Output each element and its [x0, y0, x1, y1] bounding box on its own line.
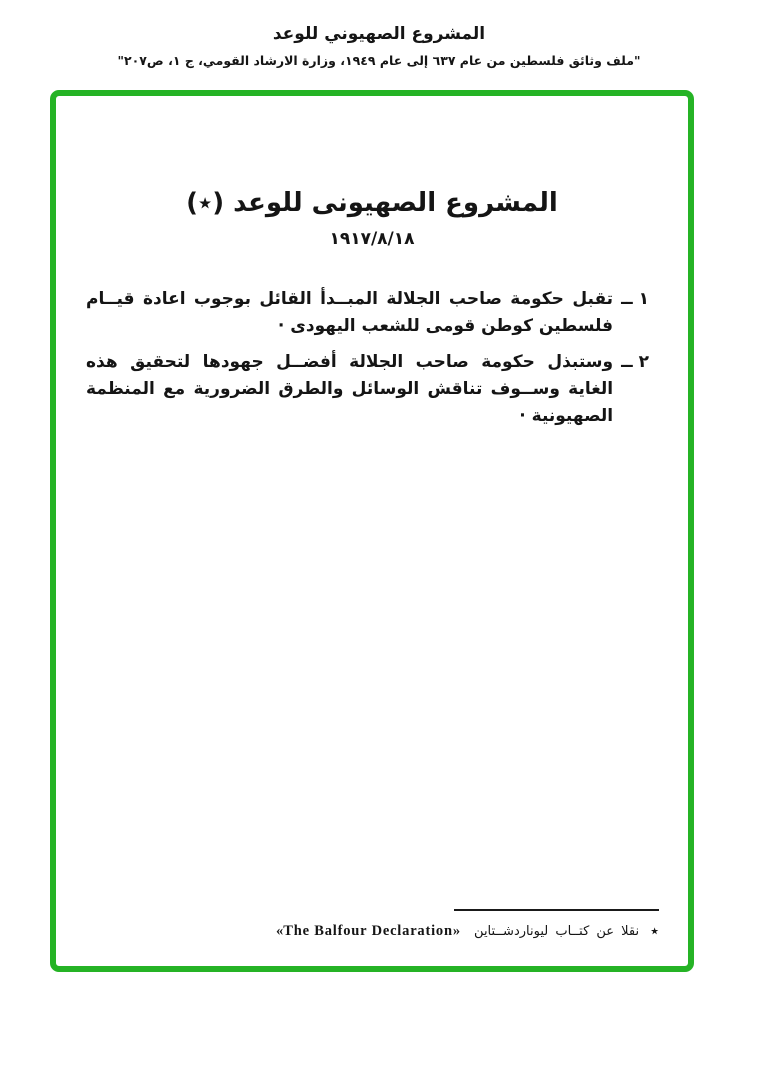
paragraph-1 — [86, 286, 649, 340]
footnote-english-text: «The Balfour Declaration» — [276, 923, 461, 939]
document-frame — [50, 90, 694, 972]
paragraph-2-text: وستبذل حكومة صاحب الجلالة أفضــل جهودها لتحقيق هذه الغاية وســوف تناقش الوسائل والطرق الضرورية مع المنظمة الصهيونية · — [86, 352, 614, 426]
document-title: المشروع الصهيونى للوعد (٭) — [186, 188, 558, 218]
page-header — [0, 24, 758, 68]
paragraph-2 — [86, 349, 649, 430]
footnote — [276, 909, 659, 940]
header-title: المشروع الصهيوني للوعد — [272, 24, 486, 44]
footnote-arabic-text: نقلا عن كتــاب ليوناردشــتاين — [474, 924, 640, 939]
header-source-line: "ملف وثائق فلسطين من عام ٦٣٧ إلى عام ١٩٤٩، وزارة الارشاد القومي، ج ١، ص٢٠٧" — [117, 53, 641, 68]
document-date: ١٩١٧/٨/١٨ — [329, 229, 415, 249]
paragraph-2-number: ٢ ــ — [621, 352, 649, 372]
document-body — [86, 286, 649, 430]
footnote-divider — [454, 909, 659, 911]
footnote-line — [276, 921, 659, 940]
paragraph-1-number: ١ ــ — [621, 289, 649, 309]
footnote-star-icon: ٭ — [650, 921, 659, 940]
paragraph-1-text: تقبل حكومة صاحب الجلالة المبــدأ القائل بوجوب اعادة قيــام فلسطين كوطن قومى للشعب اليهودى · — [86, 289, 614, 336]
